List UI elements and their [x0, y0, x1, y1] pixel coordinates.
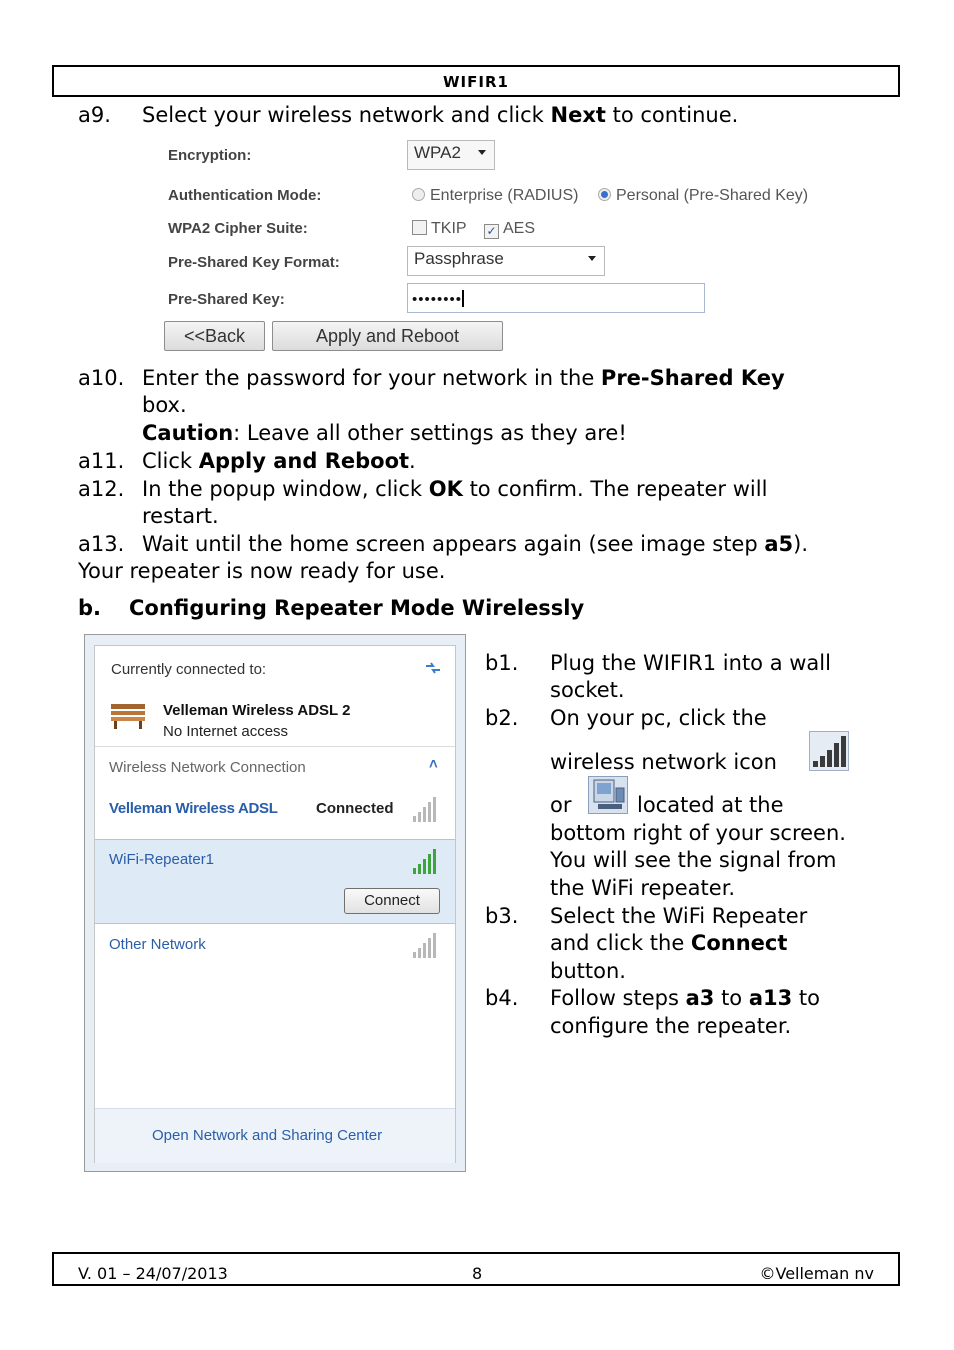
encryption-select[interactable]: [407, 140, 495, 170]
bold-text: a3: [685, 986, 715, 1010]
caution-label: Caution: [142, 421, 234, 445]
wifi-panel: [94, 645, 456, 1163]
step-text: [142, 102, 738, 130]
step-text: [142, 476, 767, 504]
copyright: ©Velleman nv: [759, 1264, 874, 1283]
text: and click the: [550, 931, 691, 955]
pre-shared-key-input[interactable]: [407, 283, 705, 313]
bold-text: Connect: [690, 931, 788, 955]
step-text-cont: button.: [550, 959, 626, 983]
step-text: [550, 985, 820, 1013]
wireless-settings-screenshot: [160, 135, 830, 360]
bench-icon: [109, 696, 149, 730]
step-text-cont: socket.: [550, 678, 625, 702]
text: Select your wireless network and click: [142, 103, 551, 127]
step-number: a9.: [78, 103, 111, 127]
encryption-value: WPA2: [414, 143, 461, 162]
text: to confirm. The repeater will: [462, 477, 768, 501]
text: Enter the password for your network in the: [142, 366, 601, 390]
signal-strength-icon: [413, 848, 443, 874]
text: Click: [142, 449, 199, 473]
text-cursor: [462, 290, 464, 307]
network-item-velleman[interactable]: Velleman Wireless ADSL: [109, 800, 278, 817]
step-text: [142, 365, 785, 393]
document-title: WIFIR1: [443, 73, 509, 91]
pre-shared-key-label: Pre-Shared Key:: [168, 291, 285, 308]
bold-text: OK: [428, 477, 463, 501]
auth-option-personal[interactable]: [598, 187, 808, 205]
network-name: WiFi-Repeater1: [109, 851, 215, 868]
radio-icon: [412, 188, 425, 201]
text: In the popup window, click: [142, 477, 429, 501]
step-text-cont: wireless network icon: [550, 750, 777, 774]
text: to: [714, 986, 749, 1010]
step-number: b4.: [485, 986, 519, 1010]
connected-to-label: Currently connected to:: [111, 661, 267, 678]
wifi-networks-screenshot: [84, 634, 466, 1172]
step-text-cont: You will see the signal from: [550, 848, 837, 872]
key-format-value: Passphrase: [414, 249, 504, 268]
section-title: Configuring Repeater Mode Wirelessly: [129, 596, 585, 620]
version-date: V. 01 – 24/07/2013: [78, 1264, 228, 1283]
page-footer: [52, 1252, 900, 1286]
wireless-network-icon: [809, 731, 849, 771]
text: Follow steps: [550, 986, 686, 1010]
connect-button[interactable]: Connect: [344, 888, 440, 914]
cipher-suite-label: WPA2 Cipher Suite:: [168, 220, 308, 237]
text: to continue.: [605, 103, 739, 127]
option-label: TKIP: [431, 220, 467, 237]
step-text-cont: box.: [142, 393, 187, 417]
bold-text: Apply and Reboot: [198, 449, 410, 473]
ready-text: Your repeater is now ready for use.: [78, 559, 446, 583]
option-label: Enterprise (RADIUS): [430, 187, 579, 204]
signal-strength-icon: [413, 796, 443, 822]
network-item-other[interactable]: Other Network: [109, 936, 206, 953]
checkmark-icon: ✓: [484, 224, 499, 239]
auth-option-enterprise[interactable]: [412, 187, 578, 205]
divider: [95, 746, 455, 747]
option-label: AES: [503, 220, 536, 237]
network-status: Connected: [316, 800, 394, 817]
key-format-select[interactable]: [407, 246, 605, 276]
text: : Leave all other settings as they are!: [233, 421, 627, 445]
auth-mode-label: Authentication Mode:: [168, 187, 322, 204]
step-number: b2.: [485, 706, 519, 730]
step-number: a12.: [78, 477, 125, 501]
step-text: Plug the WIFIR1 into a wall: [550, 651, 831, 675]
back-button[interactable]: <<Back: [164, 321, 265, 351]
step-number: b3.: [485, 904, 519, 928]
step-number: a13.: [78, 532, 125, 556]
chevron-down-icon: [478, 150, 486, 155]
refresh-icon[interactable]: [423, 660, 443, 676]
current-network-name: Velleman Wireless ADSL 2: [163, 702, 351, 719]
panel-footer: [95, 1108, 455, 1163]
text: .: [409, 449, 416, 473]
step-text-cont: [550, 930, 787, 958]
password-value: ••••••••: [412, 291, 463, 308]
step-text-cont: configure the repeater.: [550, 1014, 792, 1038]
section-label: Wireless Network Connection: [109, 759, 306, 776]
open-network-sharing-link[interactable]: Open Network and Sharing Center: [152, 1127, 383, 1144]
signal-strength-icon: [413, 932, 443, 958]
step-number: b1.: [485, 651, 519, 675]
step-text-cont: or: [550, 793, 572, 817]
text: to: [792, 986, 820, 1010]
step-text-cont: restart.: [142, 504, 219, 528]
step-number: a11.: [78, 449, 125, 473]
step-text: Select the WiFi Repeater: [550, 904, 808, 928]
radio-selected-icon: [598, 188, 611, 201]
step-text-cont: the WiFi repeater.: [550, 876, 736, 900]
caution-note: [142, 420, 627, 448]
section-number: b.: [78, 596, 102, 620]
current-network-status: No Internet access: [163, 723, 289, 740]
cipher-tkip-checkbox[interactable]: [412, 220, 467, 238]
page-number: 8: [472, 1264, 483, 1283]
text: ).: [793, 532, 809, 556]
cipher-aes-checkbox[interactable]: [484, 220, 535, 239]
step-text-cont: bottom right of your screen.: [550, 821, 846, 845]
option-label: Personal (Pre-Shared Key): [616, 187, 809, 204]
bold-text: a5: [764, 532, 794, 556]
bold-text: Next: [550, 103, 606, 127]
encryption-label: Encryption:: [168, 147, 252, 164]
page-header: [52, 65, 900, 97]
step-text-cont: located at the: [637, 793, 784, 817]
step-number: a10.: [78, 366, 125, 390]
text: Wait until the home screen appears again (see image step: [142, 532, 765, 556]
step-text: [142, 531, 808, 559]
bold-text: Pre-Shared Key: [600, 366, 785, 390]
chevron-up-icon[interactable]: ˄: [429, 756, 438, 773]
chevron-down-icon: [588, 256, 596, 261]
bold-text: a13: [748, 986, 793, 1010]
checkbox-icon: [412, 220, 427, 235]
network-computer-icon: [588, 776, 628, 814]
key-format-label: Pre-Shared Key Format:: [168, 254, 340, 271]
apply-and-reboot-button[interactable]: Apply and Reboot: [272, 321, 503, 351]
step-text: On your pc, click the: [550, 706, 767, 730]
step-text: [142, 448, 416, 476]
